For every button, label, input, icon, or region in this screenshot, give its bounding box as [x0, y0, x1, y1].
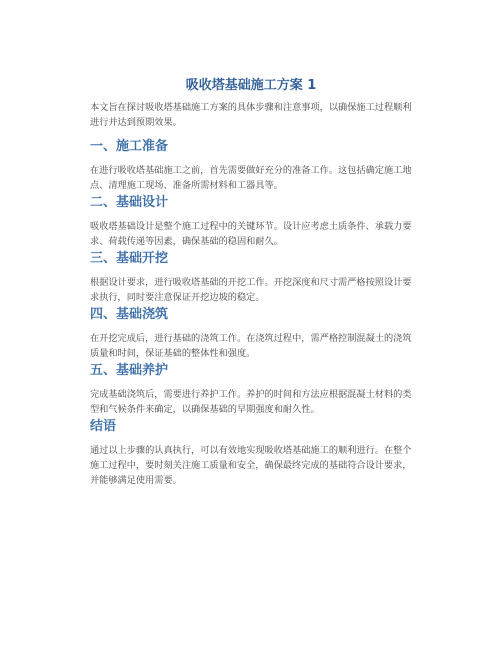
section-paragraph: 在开挖完成后，进行基础的浇筑工作。在浇筑过程中，需严格控制混凝土的浇筑质量和时间，保证基础的整体性和强度。	[90, 333, 412, 359]
section-heading: 五、基础养护	[90, 363, 169, 378]
intro-section	[90, 100, 412, 130]
section-preparation	[90, 139, 412, 193]
section-paragraph: 通过以上步骤的认真执行，可以有效地实现吸收塔基础施工的顺利进行。在整个施工过程中，要时刻关注施工质量和安全，确保最终完成的基础符合设计要求，并能够满足使用需要。	[90, 445, 412, 486]
section-heading: 四、基础浇筑	[90, 307, 169, 322]
section-heading: 一、施工准备	[90, 139, 169, 154]
section-paragraph: 吸收塔基础设计是整个施工过程中的关键环节。设计应考虑土质条件、承载力要求、荷载传递等因素，确保基础的稳固和耐久。	[90, 221, 412, 247]
section-paragraph: 在进行吸收塔基础施工之前，首先需要做好充分的准备工作。这包括确定施工地点、清理施工现场、准备所需材料和工器具等。	[90, 165, 412, 191]
section-curing	[90, 363, 412, 417]
section-pouring	[90, 307, 412, 361]
section-paragraph: 完成基础浇筑后，需要进行养护工作。养护的时间和方法应根据混凝土材料的类型和气候条件来确定，以确保基础的早期强度和耐久性。	[90, 389, 412, 415]
section-paragraph: 根据设计要求，进行吸收塔基础的开挖工作。开挖深度和尺寸需严格按照设计要求执行，同时要注意保证开挖边坡的稳定。	[90, 277, 412, 303]
document-title: 吸收塔基础施工方案 1	[185, 78, 317, 93]
section-heading: 结语	[90, 419, 117, 434]
intro-paragraph: 本文旨在探讨吸收塔基础施工方案的具体步骤和注意事项，以确保施工过程顺利进行并达到预期效果。	[90, 102, 412, 128]
section-design	[90, 195, 412, 249]
section-conclusion	[90, 419, 412, 488]
section-heading: 二、基础设计	[90, 195, 169, 210]
section-excavation	[90, 251, 412, 305]
section-heading: 三、基础开挖	[90, 251, 169, 266]
